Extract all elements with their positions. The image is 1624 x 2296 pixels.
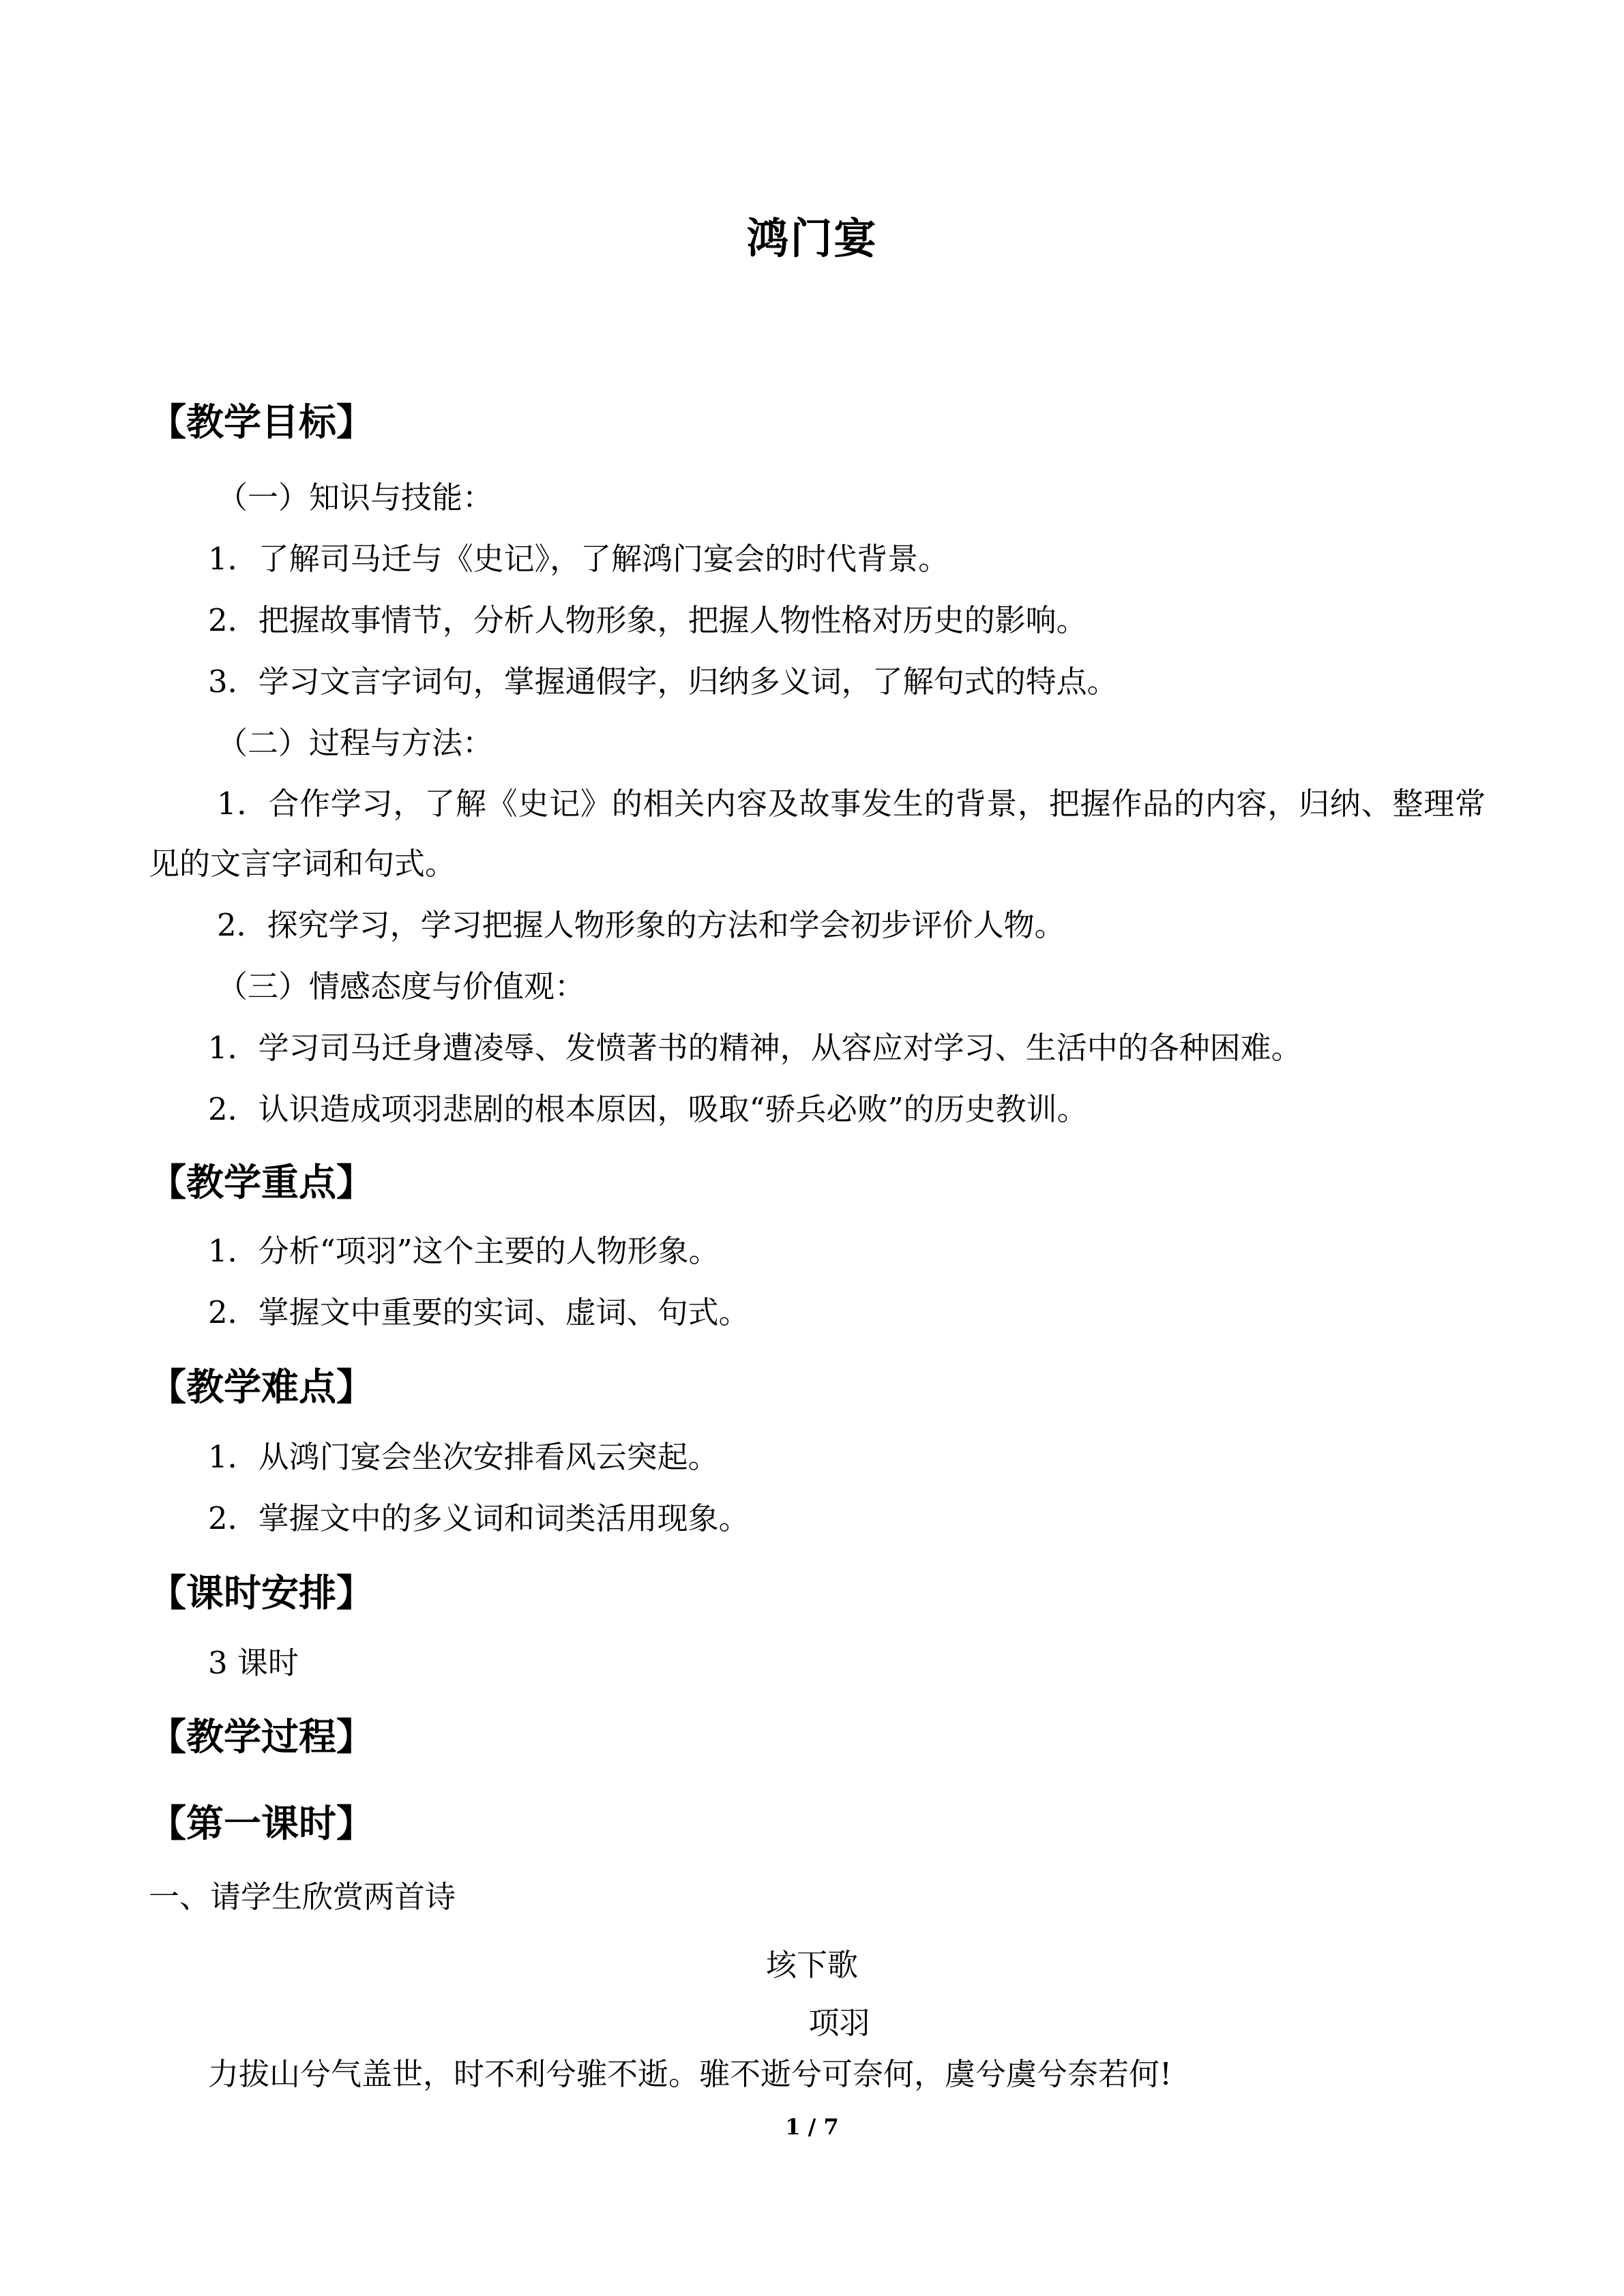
heading-difficult-points: 【教学难点】	[149, 1365, 374, 1409]
goal-knowledge-2: 2．把握故事情节，分析人物形象，把握人物性格对历史的影响。	[208, 602, 1087, 638]
goal-emotion-2: 2．认识造成项羽悲剧的根本原因，吸取“骄兵必败”的历史教训。	[208, 1091, 1088, 1127]
heading-first-lesson: 【第一课时】	[149, 1801, 374, 1845]
goal-process-1: 1．合作学习，了解《史记》的相关内容及故事发生的背景，把握作品的内容，归纳、整理常见的文言字词和句式。	[149, 786, 1486, 882]
poem-line: 力拔山兮气盖世，时不利兮骓不逝。骓不逝兮可奈何，虞兮虞兮奈若何!	[208, 2056, 1172, 2092]
step-one: 一、请学生欣赏两首诗	[149, 1879, 456, 1915]
poem-title: 垓下歌	[765, 1947, 858, 1983]
page-title: 鸿门宴	[746, 213, 878, 263]
heading-key-points: 【教学重点】	[149, 1160, 374, 1204]
subheading-knowledge-skills: （一）知识与技能：	[217, 479, 494, 516]
key-point-2: 2．掌握文中重要的实词、虚词、句式。	[208, 1294, 750, 1330]
heading-teaching-goals: 【教学目标】	[149, 400, 374, 444]
poem-author: 项羽	[808, 2005, 870, 2041]
page-number: 1 / 7	[785, 2114, 839, 2140]
goal-knowledge-3: 3．学习文言字词句，掌握通假字，归纳多义词，了解句式的特点。	[208, 664, 1118, 700]
heading-schedule: 【课时安排】	[149, 1570, 374, 1615]
key-point-1: 1．分析“项羽”这个主要的人物形象。	[208, 1233, 720, 1269]
difficult-point-1: 1．从鸿门宴会坐次安排看风云突起。	[208, 1439, 719, 1475]
subheading-emotion-values: （三）情感态度与价值观：	[217, 968, 586, 1004]
heading-teaching-process: 【教学过程】	[149, 1714, 374, 1759]
schedule-hours: 3 课时	[208, 1645, 299, 1681]
subheading-process-methods: （二）过程与方法：	[217, 725, 494, 761]
goal-emotion-1: 1．学习司马迁身遭凌辱、发愤著书的精神，从容应对学习、生活中的各种困难。	[208, 1030, 1302, 1066]
goal-process-2: 2．探究学习，学习把握人物形象的方法和学会初步评价人物。	[217, 907, 1065, 943]
goal-knowledge-1: 1．了解司马迁与《史记》，了解鸿门宴会的时代背景。	[208, 541, 949, 577]
difficult-point-2: 2．掌握文中的多义词和词类活用现象。	[208, 1500, 750, 1536]
